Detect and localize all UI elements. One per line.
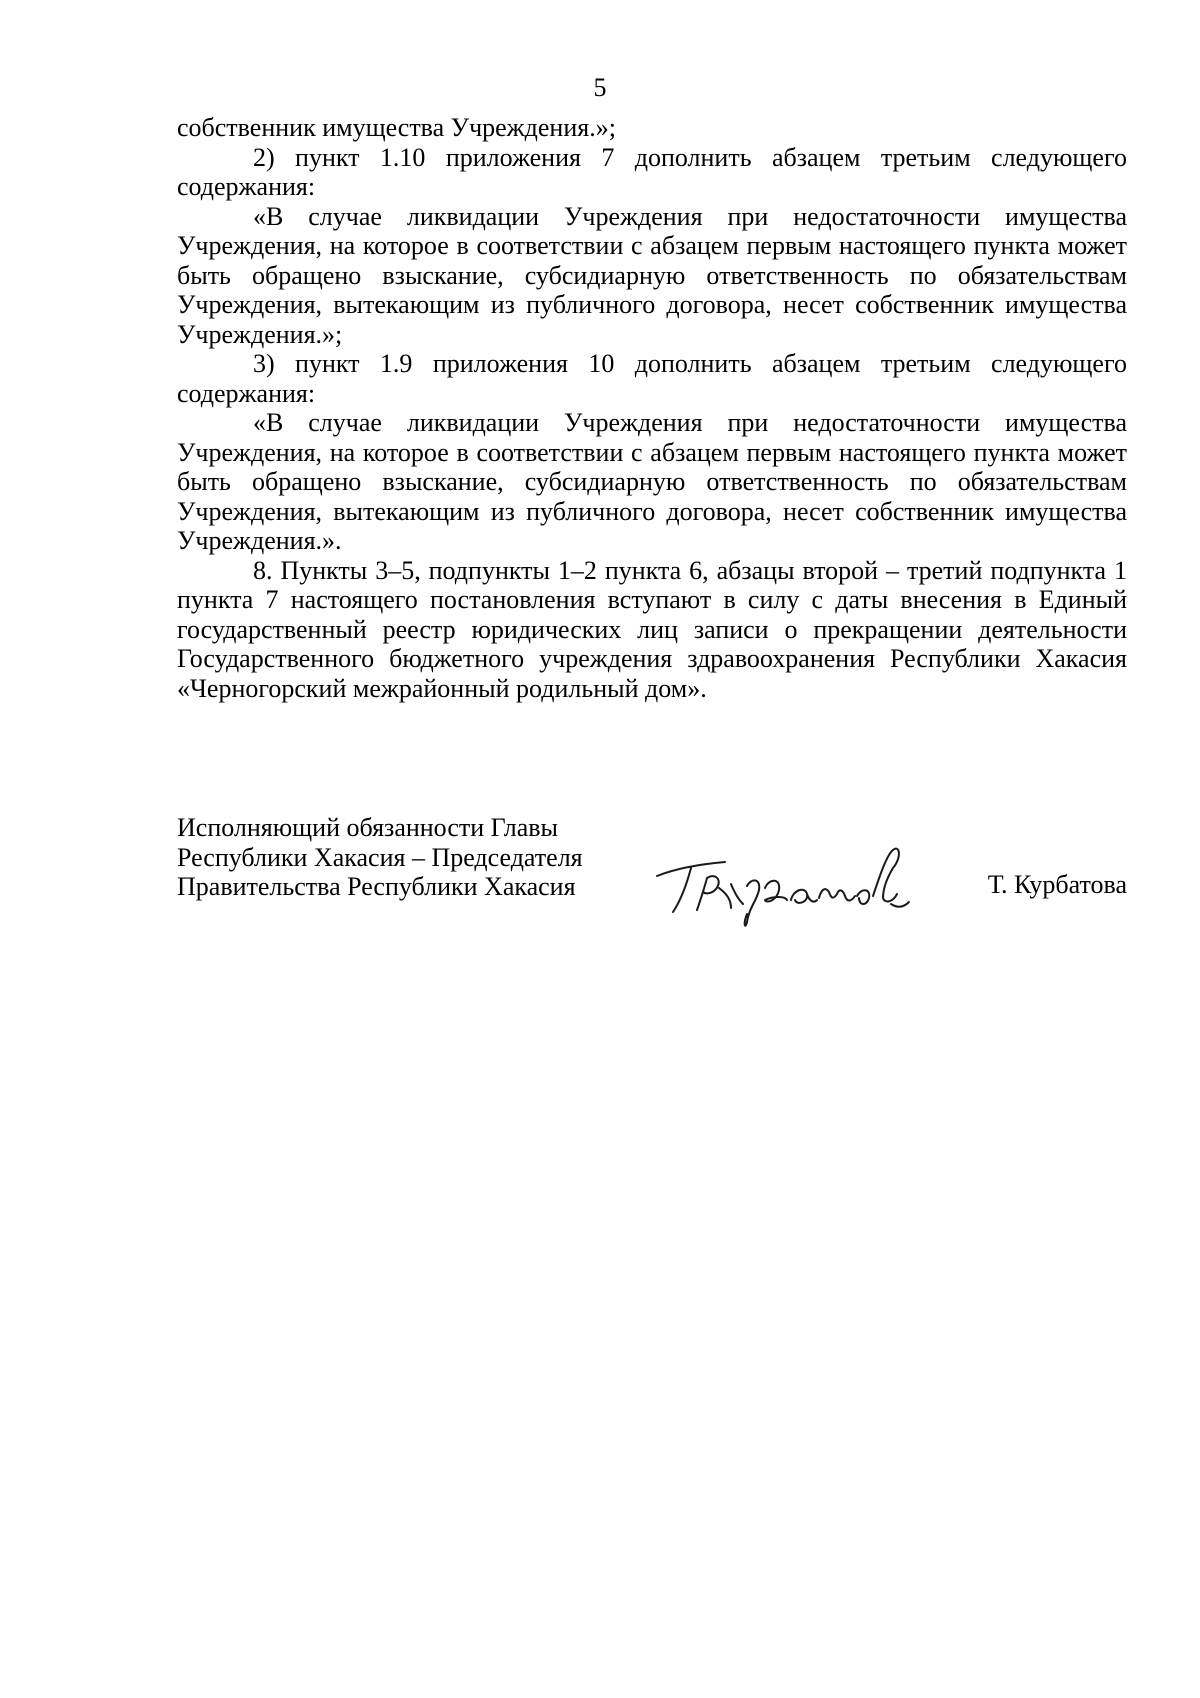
signatory-title-line: Правительства Республики Хакасия [177,872,576,901]
handwritten-signature [647,838,927,928]
signature-block [177,813,1127,923]
page-number: 5 [593,73,607,102]
signatory-title-line: Республики Хакасия – Председателя [177,842,583,872]
signatory-title-line: Исполняющий обязанности Главы [177,813,558,842]
paragraph-item-3: 3) пункт 1.9 приложения 10 дополнить абзацем третьим следующего содержания: [177,349,1127,408]
document-body [177,113,1127,703]
paragraph-continuation: собственник имущества Учреждения.»; [177,113,616,142]
signatory-name: Т. Курбатова [987,870,1127,899]
paragraph-point-8: 8. Пункты 3–5, подпункты 1–2 пункта 6, абзацы второй – третий подпункта 1 пункта 7 настоящего постановления вступают в силу с даты внесения в Единый государственный реестр юридических лиц записи о прекращении деятельности Государственного бюджетного учреждения здравоохранения Республики Хакасия «Черногорский межрайонный родильный дом». [177,555,1127,703]
signatory-title [177,813,617,902]
paragraph-item-2: 2) пункт 1.10 приложения 7 дополнить абзацем третьим следующего содержания: [177,142,1127,201]
paragraph-quote-2: «В случае ликвидации Учреждения при недостаточности имущества Учреждения, на которое в соответствии с абзацем первым настоящего пункта может быть обращено взыскание, субсидиарную ответственность по обязательствам Учреждения, вытекающим из публичного договора, несет собственник имущества Учреждения.». [177,408,1127,555]
paragraph-quote-1: «В случае ликвидации Учреждения при недостаточности имущества Учреждения, на которое в соответствии с абзацем первым настоящего пункта может быть обращено взыскание, субсидиарную ответственность по обязательствам Учреждения, вытекающим из публичного договора, несет собственник имущества Учреждения.»; [177,201,1127,349]
